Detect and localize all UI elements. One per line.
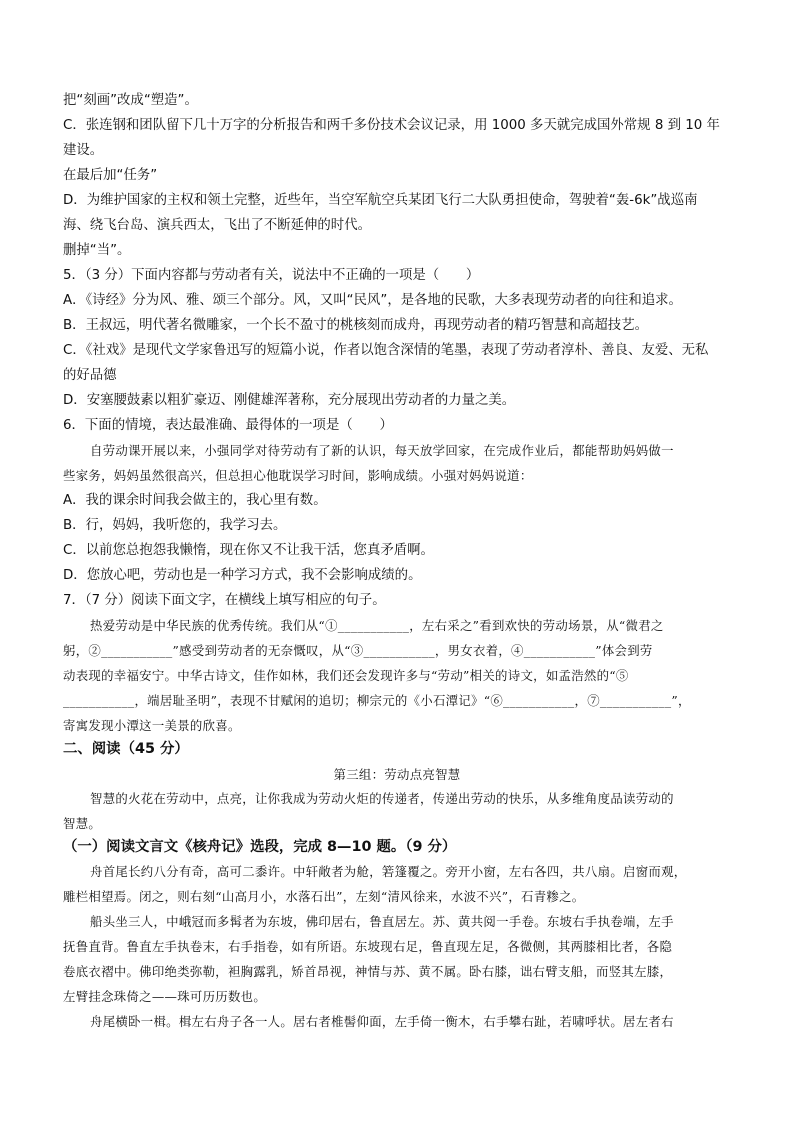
passage-line: 智慧的火花在劳动中，点亮，让你我成为劳动火炬的传递者，传递出劳动的快乐，从多维角度品读劳动的	[90, 791, 674, 806]
passage-line: 舟尾横卧一楫。楫左右舟子各一人。居右者椎髻仰面，左手倚一衡木，右手攀右趾，若啸呼状。居左者右	[90, 1014, 674, 1029]
text-line: 海、绕飞台岛、演兵西太，飞出了不断延伸的时代。	[63, 218, 371, 233]
passage-line: 躬，②___________”感受到劳动者的无奈慨叹，从“③___________，男女衣着，④___________”体会到劳	[63, 643, 653, 658]
question-5: 5．（3 分）下面内容都与劳动者有关，说法中不正确的一项是（ ）	[63, 268, 480, 283]
option-c: C．《社戏》是现代文学家鲁迅写的短篇小说，作者以饱含深情的笔墨，表现了劳动者淳朴、善良、友爱、无私	[63, 343, 709, 358]
passage-line: 左臂挂念珠倚之——珠可历历数也。	[63, 989, 267, 1004]
text-line: 在最后加“任务”	[63, 168, 158, 183]
option-d: D．您放心吧，劳动也是一种学习方式，我不会影响成绩的。	[63, 568, 422, 583]
option-a: A．我的课余时间我会做主的，我心里有数。	[63, 493, 327, 508]
passage-line: 热爱劳动是中华民族的优秀传统。我们从“①___________，左右采之”看到欢快的劳动场景，从“微君之	[90, 618, 664, 633]
text-line: C．张连钢和团队留下几十万字的分析报告和两千多份技术会议记录，用 1000 多天就完成国外常规 8 到 10 年	[63, 118, 720, 133]
section-heading: 二、阅读（45 分）	[63, 741, 189, 757]
option-a: A．《诗经》分为风、雅、颂三个部分。风，又叫“民风”，是各地的民歌，大多表现劳动者的向往和追求。	[63, 293, 682, 308]
option-c: C．以前您总抱怨我懒惰，现在你又不让我干活，您真矛盾啊。	[63, 543, 434, 558]
text-line: 把“刻画”改成“塑造”。	[63, 93, 198, 108]
passage-line: 抚鲁直背。鲁直左手执卷末，右手指卷，如有所语。东坡现右足，鲁直现左足，各微侧，其两膝相比者，各隐	[63, 939, 673, 954]
passage-line: 舟首尾长约八分有奇，高可二黍许。中轩敞者为舱，箬篷覆之。旁开小窗，左右各四，共八扇。启窗而观，	[90, 864, 687, 879]
passage-line: 动表现的幸福安宁。中华古诗文，佳作如林，我们还会发现许多与“劳动”相关的诗文，如孟浩然的“⑤	[63, 668, 629, 683]
text-line: D．为维护国家的主权和领土完整，近些年，当空军航空兵某团飞行二大队勇担使命，驾驶着“轰-6k”战巡南	[63, 193, 698, 208]
subsection-heading: （一）阅读文言文《核舟记》选段，完成 8—10 题。（9 分）	[63, 839, 457, 855]
option-d: D．安塞腰鼓素以粗犷豪迈、刚健雄浑著称，充分展现出劳动者的力量之美。	[63, 393, 516, 408]
passage-line: 自劳动课开展以来，小强同学对待劳动有了新的认识，每天放学回家，在完成作业后，都能帮助妈妈做一	[90, 443, 674, 458]
text-line: 删掉“当”。	[63, 243, 131, 258]
option-b: B．行，妈妈，我听您的，我学习去。	[63, 518, 287, 533]
text-line: 的好品德	[63, 368, 117, 383]
question-7: 7．（7 分）阅读下面文字，在横线上填写相应的句子。	[63, 593, 386, 608]
passage-line: 船头坐三人，中峨冠而多髯者为东坡，佛印居右，鲁直居左。苏、黄共阅一手卷。东坡右手执卷端，左手	[90, 914, 674, 929]
passage-line: ___________，端居耻圣明”，表现不甘赋闲的追切；柳宗元的《小石潭记》“⑥___________，⑦___________”，	[63, 693, 691, 708]
passage-line: 雕栏相望焉。闭之，则右刻“山高月小，水落石出”，左刻“清风徐来，水波不兴”，石青糁之。	[63, 889, 585, 904]
group-title: 第三组：劳动点亮智慧	[333, 767, 461, 782]
question-6: 6．下面的情境，表达最准确、最得体的一项是（ ）	[63, 418, 393, 433]
passage-line: 卷底衣褶中。佛印绝类弥勒，袒胸露乳，矫首昂视，神情与苏、黄不属。卧右膝，诎右臂支船，而竖其左膝，	[63, 964, 673, 979]
passage-line: 些家务，妈妈虽然很高兴，但总担心他耽误学习时间，影响成绩。小强对妈妈说道：	[63, 468, 533, 483]
text-line: 建设。	[63, 143, 104, 158]
passage-line: 寄寓发现小潭这一美景的欣喜。	[63, 718, 241, 733]
option-b: B．王叔远，明代著名微雕家，一个长不盈寸的桃核刻而成舟，再现劳动者的精巧智慧和高超技艺。	[63, 318, 648, 333]
passage-line: 智慧。	[63, 816, 102, 831]
